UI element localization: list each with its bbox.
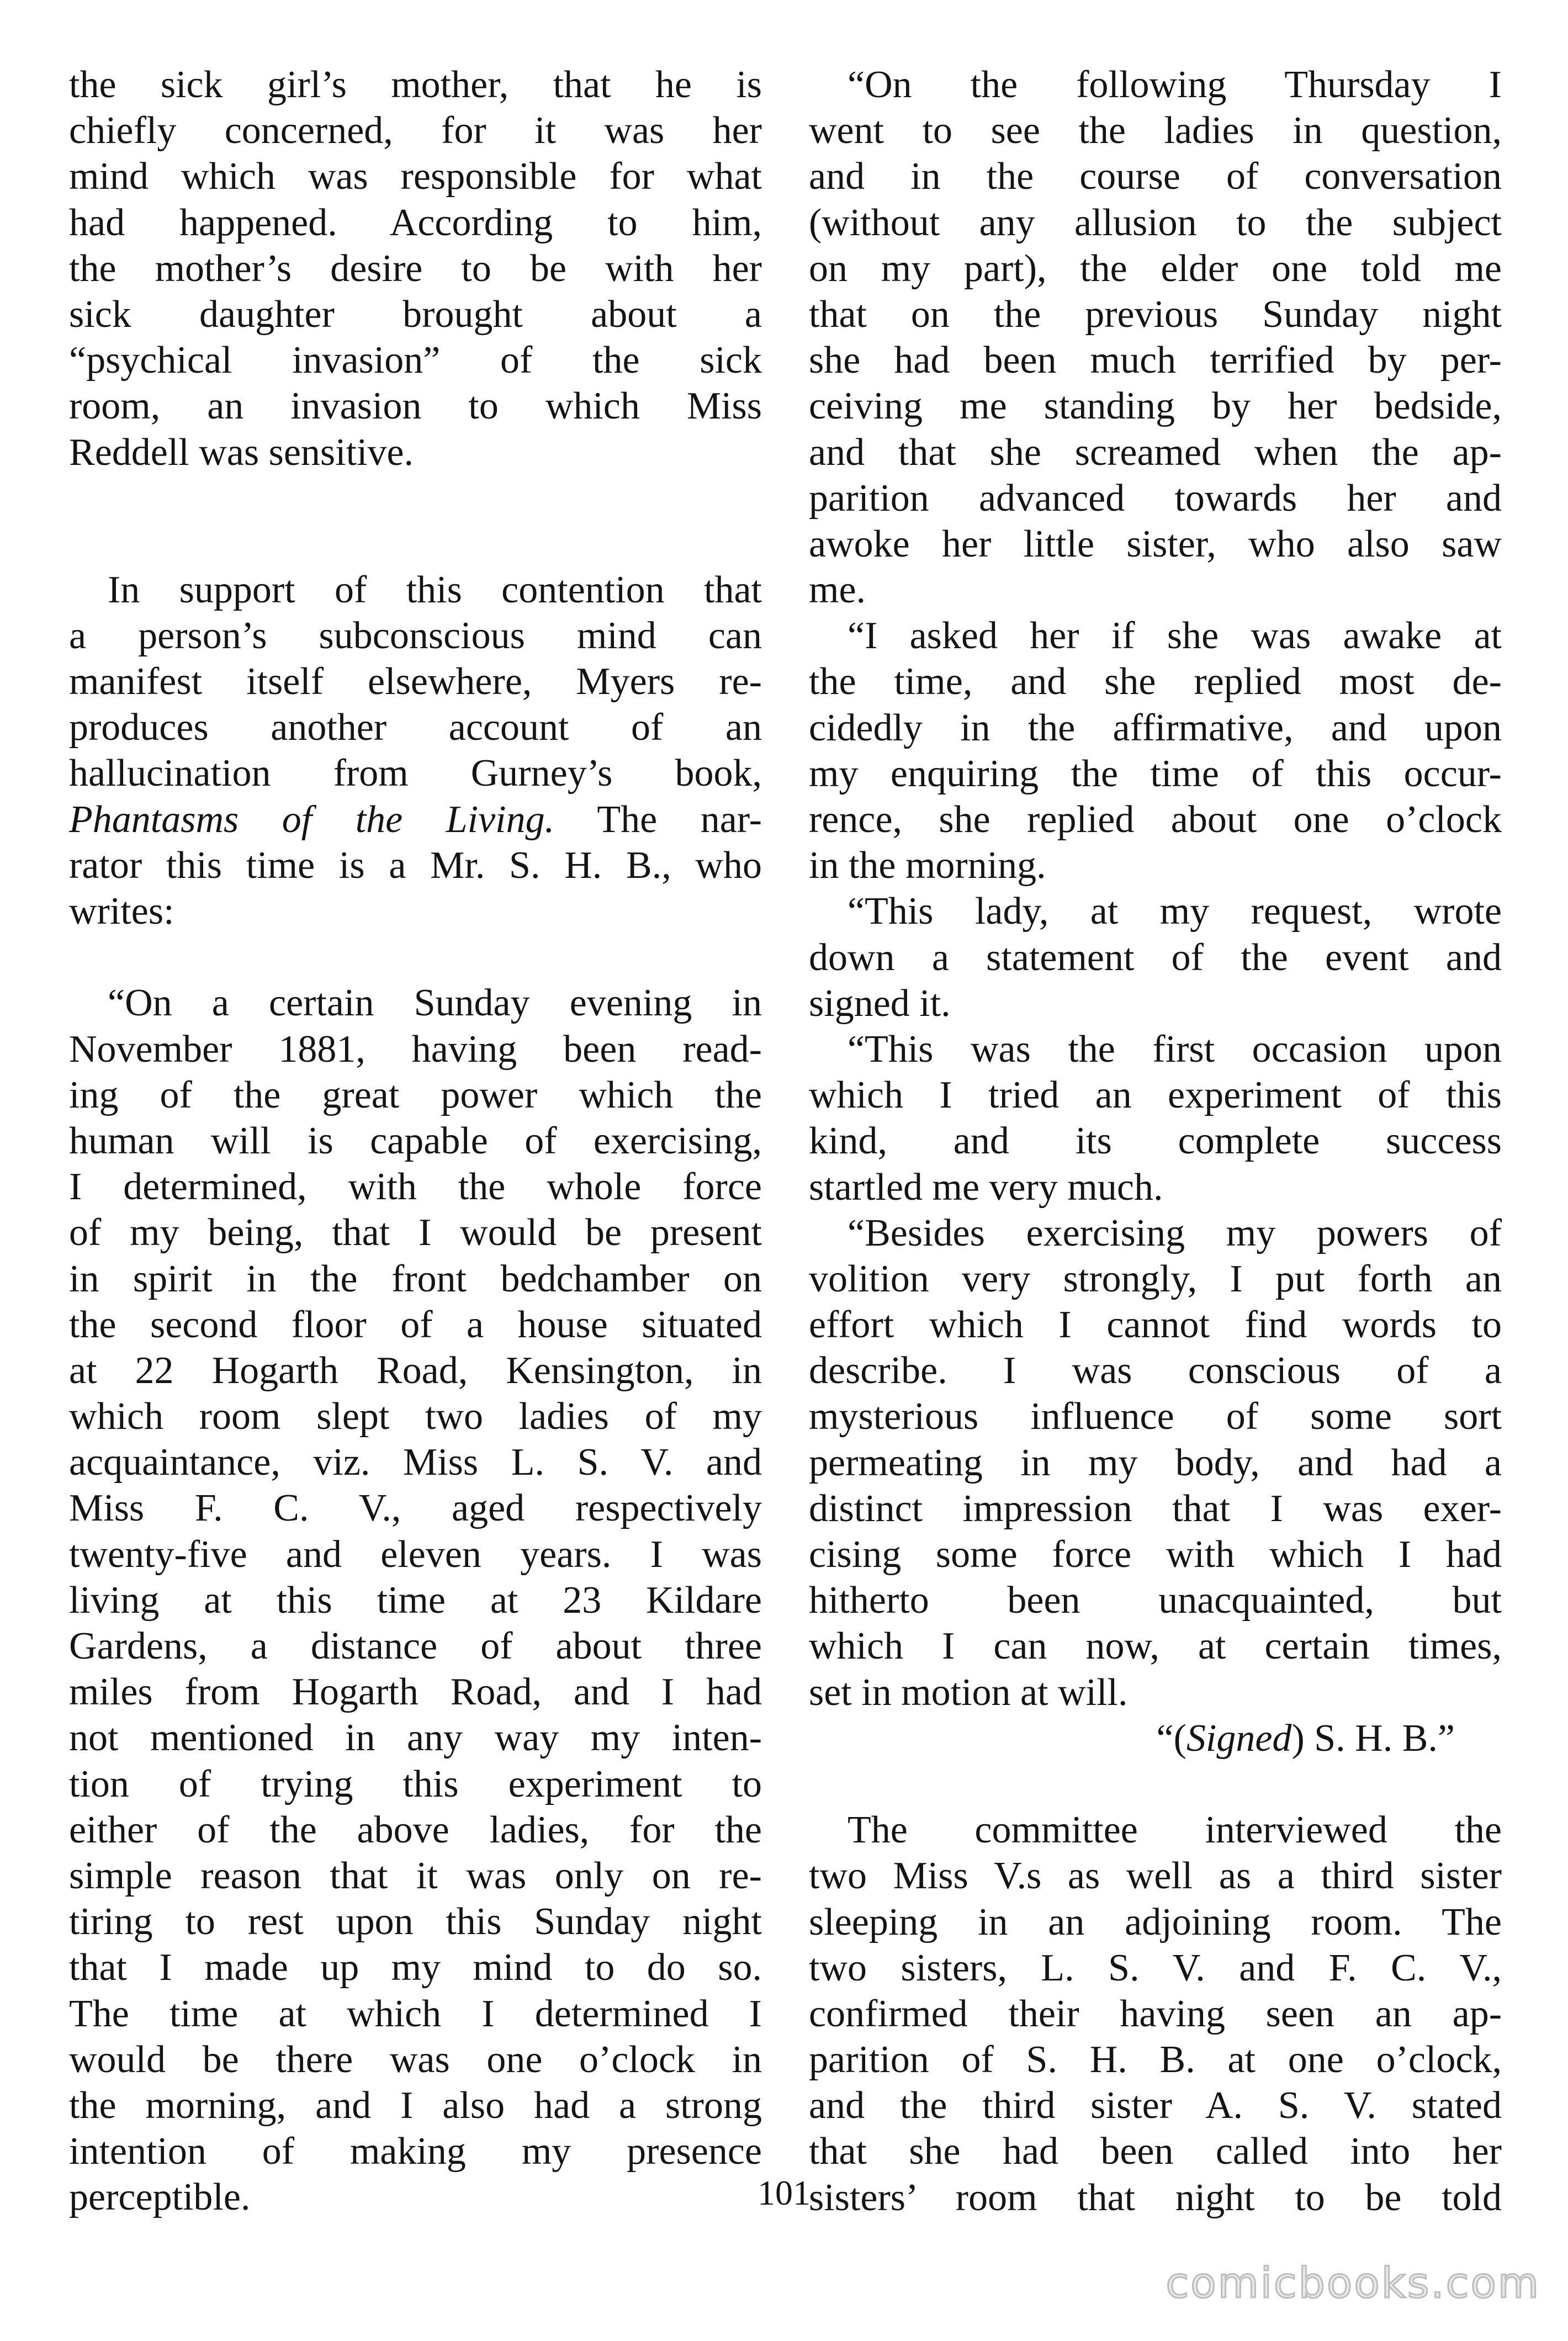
text-line: the mother’s desire to be with her	[69, 247, 762, 290]
text-line: effort which I cannot find words to	[809, 1304, 1502, 1347]
paragraph-awake	[809, 613, 1502, 888]
text-line: kind, and its complete success	[809, 1120, 1502, 1163]
signature-open: “(	[1156, 1717, 1186, 1760]
text-line: and that she screamed when the ap-	[809, 431, 1502, 474]
text-line: parition advanced towards her and	[809, 476, 1502, 520]
text-line: hallucination from Gurney’s book,	[69, 752, 762, 795]
text-line: of my being, that I would be present	[69, 1211, 762, 1254]
text-line: she had been much terrified by per-	[809, 339, 1502, 382]
text-line: perceptible.	[69, 2176, 251, 2219]
text-line: In support of this contention that	[108, 568, 762, 611]
text-line: Reddell was sensitive.	[69, 431, 414, 474]
text-line: (without any allusion to the subject	[809, 201, 1502, 244]
paragraph-committee	[809, 1807, 1502, 2221]
text-line: “This lady, at my request, wrote	[847, 890, 1502, 933]
text-line: intention of making my presence	[69, 2130, 762, 2173]
paragraph-myers-support	[69, 567, 762, 935]
text-line: down a statement of the event and	[809, 936, 1502, 979]
text-line: The time at which I determined I	[69, 1992, 762, 2035]
signature-line	[809, 1715, 1502, 1761]
text-line: mind which was responsible for what	[69, 155, 762, 198]
text-line: went to see the ladies in question,	[809, 109, 1502, 152]
text-line: twenty-five and eleven years. I was	[69, 1533, 762, 1576]
text-line: Gardens, a distance of about three	[69, 1625, 762, 1667]
text-line: produces another account of an	[69, 706, 762, 749]
book-title: Phantasms of the Living.	[69, 798, 555, 841]
paragraph-statement	[809, 888, 1502, 1026]
text-line: writes:	[69, 890, 174, 933]
text-line: the morning, and I also had a strong	[69, 2084, 762, 2127]
text-line: awoke her little sister, who also saw	[809, 522, 1502, 565]
text-line: chiefly concerned, for it was her	[69, 109, 762, 152]
text-line: ceiving me standing by her bedside,	[809, 385, 1502, 428]
text-line: which room slept two ladies of my	[69, 1395, 762, 1438]
text-line: The committee interviewed the	[847, 1809, 1502, 1852]
text-line: in the morning.	[809, 844, 1046, 887]
text-line: two Miss V.s as well as a third sister	[809, 1855, 1502, 1898]
text-line: which I can now, at certain times,	[809, 1625, 1502, 1668]
text-line: tion of trying this experiment to	[69, 1762, 762, 1805]
paragraph-thursday	[809, 62, 1502, 613]
text-line: either of the above ladies, for the	[69, 1808, 762, 1851]
text-line: tiring to rest upon this Sunday night	[69, 1900, 762, 1943]
text-line: acquaintance, viz. Miss L. S. V. and	[69, 1441, 762, 1484]
text-line: not mentioned in any way my inten-	[69, 1717, 762, 1760]
signature-signed: Signed	[1186, 1717, 1292, 1760]
text-line: manifest itself elsewhere, Myers re-	[69, 660, 762, 703]
text-fragment: The nar-	[554, 798, 762, 841]
text-line: rator this time is a Mr. S. H. B., who	[69, 844, 762, 887]
text-line: set in motion at will.	[809, 1671, 1128, 1714]
text-line: November 1881, having been read-	[69, 1028, 762, 1071]
text-line: a person’s subconscious mind can	[69, 614, 762, 657]
text-line: Miss F. C. V., aged respectively	[69, 1487, 762, 1530]
text-line: cising some force with which I had	[809, 1533, 1502, 1576]
text-line: the second floor of a house situated	[69, 1303, 762, 1346]
text-line: would be there was one o’clock in	[69, 2038, 762, 2081]
text-line: on my part), the elder one told me	[809, 247, 1502, 290]
text-line: me.	[809, 569, 866, 612]
text-line: ing of the great power which the	[69, 1073, 762, 1116]
text-line: “This was the first occasion upon	[847, 1028, 1502, 1071]
text-line: “On a certain Sunday evening in	[108, 982, 762, 1025]
text-line: living at this time at 23 Kildare	[69, 1579, 762, 1622]
text-line: that she had been called into her	[809, 2130, 1502, 2173]
text-line: distinct impression that I was exer-	[809, 1487, 1502, 1530]
text-line: startled me very much.	[809, 1166, 1163, 1209]
text-line: at 22 Hogarth Road, Kensington, in	[69, 1349, 762, 1392]
right-column	[809, 62, 1502, 2221]
text-line: permeating in my body, and had a	[809, 1441, 1502, 1484]
text-line: sleeping in an adjoining room. The	[809, 1900, 1502, 1943]
text-line: which I tried an experiment of this	[809, 1074, 1502, 1117]
text-line: sisters’ room that night to be told	[809, 2176, 1502, 2219]
text-line: rence, she replied about one o’clock	[809, 798, 1502, 841]
text-line: that I made up my mind to do so.	[69, 1946, 762, 1989]
text-line: mysterious influence of some sort	[809, 1395, 1502, 1438]
page-number: 101	[757, 2173, 811, 2212]
text-line: “Besides exercising my powers of	[847, 1211, 1502, 1254]
text-line: the sick girl’s mother, that he is	[69, 63, 762, 106]
text-line: signed it.	[809, 982, 951, 1025]
text-line: two sisters, L. S. V. and F. C. V.,	[809, 1946, 1502, 1989]
text-line: describe. I was conscious of a	[809, 1349, 1502, 1392]
text-line-with-title	[69, 797, 762, 843]
text-line: my enquiring the time of this occur-	[809, 752, 1502, 795]
text-line: that on the previous Sunday night	[809, 293, 1502, 336]
watermark-logo: comicbooks.com	[1166, 2258, 1540, 2307]
text-line: simple reason that it was only on re-	[69, 1854, 762, 1897]
paragraph-spacer	[809, 1761, 1502, 1807]
text-line: parition of S. H. B. at one o’clock,	[809, 2038, 1502, 2082]
text-line: room, an invasion to which Miss	[69, 385, 762, 428]
paragraph-volition	[809, 1210, 1502, 1715]
text-line: “psychical invasion” of the sick	[69, 339, 762, 382]
text-line: “I asked her if she was awake at	[847, 615, 1502, 658]
paragraph-spacer	[69, 934, 762, 980]
paragraph-sick-girl	[69, 62, 762, 475]
text-line: and in the course of conversation	[809, 155, 1502, 198]
paragraph-first-occasion	[809, 1026, 1502, 1210]
text-line: had happened. According to him,	[69, 201, 762, 244]
text-line: human will is capable of exercising,	[69, 1119, 762, 1162]
text-line: cidedly in the affirmative, and upon	[809, 706, 1502, 749]
paragraph-sunday-evening	[69, 980, 762, 2220]
left-column	[69, 62, 762, 2220]
signature-initials: ) S. H. B.”	[1291, 1717, 1455, 1760]
text-line: volition very strongly, I put forth an	[809, 1257, 1502, 1300]
text-line: and the third sister A. S. V. stated	[809, 2084, 1502, 2127]
text-line: sick daughter brought about a	[69, 293, 762, 336]
text-line: I determined, with the whole force	[69, 1166, 762, 1209]
text-line: “On the following Thursday I	[847, 63, 1502, 106]
text-line: miles from Hogarth Road, and I had	[69, 1671, 762, 1714]
text-line: in spirit in the front bedchamber on	[69, 1257, 762, 1300]
text-line: confirmed their having seen an ap-	[809, 1992, 1502, 2035]
paragraph-spacer	[69, 475, 762, 567]
text-line: hitherto been unacquainted, but	[809, 1579, 1502, 1622]
text-line: the time, and she replied most de-	[809, 660, 1502, 703]
